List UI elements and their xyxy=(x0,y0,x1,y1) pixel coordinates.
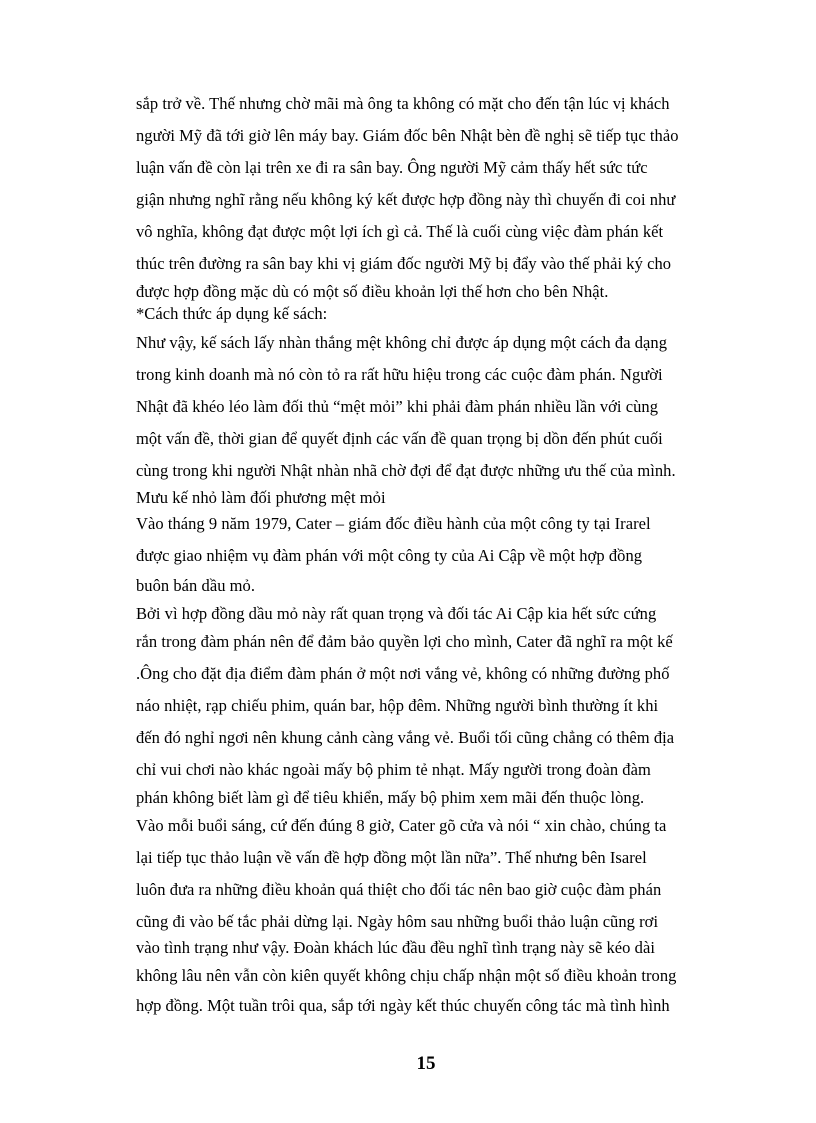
text-line: trong kinh doanh mà nó còn tỏ ra rất hữu hiệu trong các cuộc đàm phán. Người xyxy=(136,365,663,384)
text-line: đến đó nghỉ ngơi nên khung cảnh càng vắng vẻ. Buổi tối cũng chẳng có thêm địa xyxy=(136,728,675,747)
text-line: buôn bán dầu mỏ. xyxy=(136,576,256,595)
page-number: 15 xyxy=(416,1053,436,1074)
text-line: náo nhiệt, rạp chiếu phim, quán bar, hộp đêm. Những người bình thường ít khi xyxy=(136,696,659,715)
text-line: .Ông cho đặt địa điểm đàm phán ở một nơi vắng vẻ, không có những đường phố xyxy=(136,664,670,683)
text-line: vào tình trạng như vậy. Đoàn khách lúc đầu đều nghĩ tình trạng này sẽ kéo dài xyxy=(136,938,655,957)
text-line: một vấn đề, thời gian để quyết định các vấn đề quan trọng bị dồn đến phút cuối xyxy=(136,429,663,448)
text-line: Bởi vì hợp đồng dầu mỏ này rất quan trọng và đối tác Ai Cập kia hết sức cứng xyxy=(136,604,657,623)
text-line: sắp trở về. Thế nhưng chờ mãi mà ông ta không có mặt cho đến tận lúc vị khách xyxy=(136,94,670,113)
text-line: lại tiếp tục thảo luận về vấn đề hợp đồng một lần nữa”. Thế nhưng bên Isarel xyxy=(136,848,647,867)
section-heading: *Cách thức áp dụng kế sách: xyxy=(136,304,328,323)
text-line: Vào tháng 9 năm 1979, Cater – giám đốc điều hành của một công ty tại Irarel xyxy=(136,514,651,533)
text-line: phán không biết làm gì để tiêu khiển, mấy bộ phim xem mãi đến thuộc lòng. xyxy=(136,788,645,807)
text-line: luận vấn đề còn lại trên xe đi ra sân bay. Ông người Mỹ cảm thấy hết sức tức xyxy=(136,158,648,177)
text-line: hợp đồng. Một tuần trôi qua, sắp tới ngày kết thúc chuyến công tác mà tình hình xyxy=(136,996,670,1015)
text-line: cũng đi vào bế tắc phải dừng lại. Ngày hôm sau những buổi thảo luận cũng rơi xyxy=(136,912,659,931)
text-line: vô nghĩa, không đạt được một lợi ích gì cả. Thế là cuối cùng việc đàm phán kết xyxy=(136,222,664,241)
text-line: người Mỹ đã tới giờ lên máy bay. Giám đốc bên Nhật bèn đề nghị sẽ tiếp tục thảo xyxy=(136,126,679,145)
text-line: Như vậy, kế sách lấy nhàn thắng mệt không chỉ được áp dụng một cách đa dạng xyxy=(136,333,668,352)
subsection-heading: Mưu kế nhỏ làm đối phương mệt mỏi xyxy=(136,488,386,507)
text-line: rắn trong đàm phán nên để đảm bảo quyền lợi cho mình, Cater đã nghĩ ra một kế xyxy=(136,632,673,651)
text-line: giận nhưng nghĩ rằng nếu không ký kết được hợp đồng này thì chuyến đi coi như xyxy=(136,190,676,209)
text-line: Vào mỗi buổi sáng, cứ đến đúng 8 giờ, Cater gõ cửa và nói “ xin chào, chúng ta xyxy=(136,816,667,835)
text-line: không lâu nên vẫn còn kiên quyết không chịu chấp nhận một số điều khoản trong xyxy=(136,966,677,985)
text-line: thúc trên đường ra sân bay khi vị giám đốc người Mỹ bị đẩy vào thế phải ký cho xyxy=(136,254,672,273)
text-line: được hợp đồng mặc dù có một số điều khoản lợi thế hơn cho bên Nhật. xyxy=(136,282,609,301)
text-line: Nhật đã khéo léo làm đối thủ “mệt mỏi” khi phải đàm phán nhiều lần với cùng xyxy=(136,397,659,416)
text-line: được giao nhiệm vụ đàm phán với một công ty của Ai Cập về một hợp đồng xyxy=(136,546,643,565)
text-line: chỉ vui chơi nào khác ngoài mấy bộ phim tẻ nhạt. Mấy người trong đoàn đàm xyxy=(136,760,651,779)
text-line: luôn đưa ra những điều khoản quá thiệt cho đối tác nên bao giờ cuộc đàm phán xyxy=(136,880,662,899)
text-line: cùng trong khi người Nhật nhàn nhã chờ đợi để đạt được những ưu thế của mình. xyxy=(136,461,676,480)
